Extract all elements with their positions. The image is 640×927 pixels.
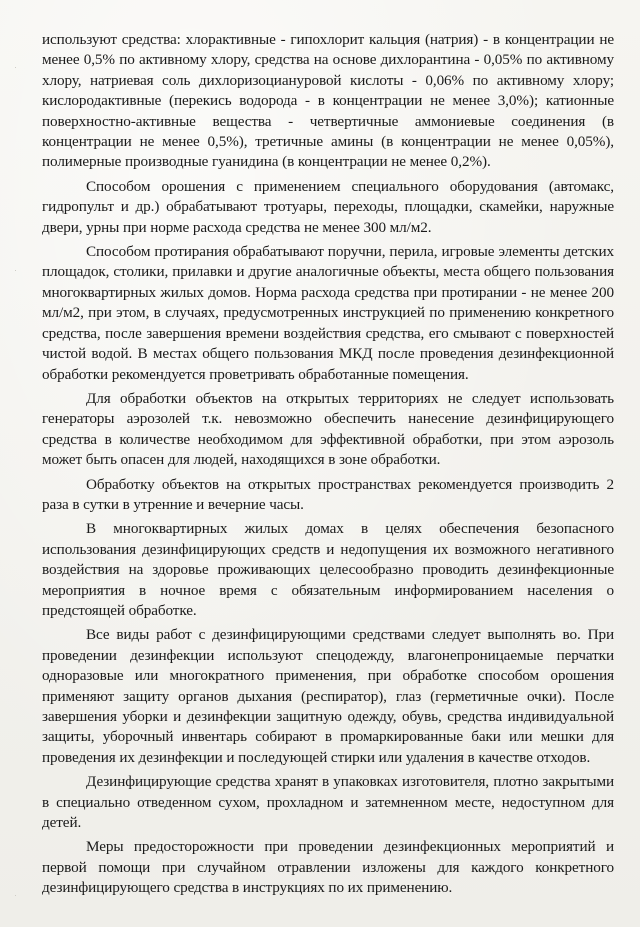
- margin-mark: ·: [14, 62, 17, 72]
- paragraph-spraying: Способом орошения с применением специального оборудования (автомакс, гидропульт и др.) обрабатывают тротуары, переходы, площадки, скамейки, наружные двери, урны при норме расхода средства не менее 300 мл/м2.: [42, 177, 614, 236]
- margin-mark: ·: [14, 265, 17, 275]
- paragraph-aerosol: Для обработки объектов на открытых территориях не следует использовать генераторы аэрозолей т.к. невозможно обеспечить нанесение дезинфицирующего средства в количестве необходимом для эффективной обработки, при этом аэрозоль может быть опасен для людей, находящихся в зоне обработки.: [42, 389, 614, 469]
- document-body: [42, 30, 614, 899]
- paragraph-precautions: Меры предосторожности при проведении дезинфекционных мероприятий и первой помощи при случайном отравлении изложены для каждого конкретного дезинфицирующего средства в инструкциях по их применению.: [42, 838, 614, 897]
- margin-mark: ·: [14, 890, 17, 900]
- paragraph-wiping: Способом протирания обрабатывают поручни, перила, игровые элементы детских площадок, столики, прилавки и другие аналогичные объекты, места общего пользования многоквартирных жилых домов. Норма расхода средства при протирании - не менее 200 мл/м2, при этом, в случаях, предусмотренных инструкцией по применению конкретного средства, после завершения времени воздействия средства, его смывают с поверхностей чистой водой. В местах общего пользования МКД после проведения дезинфекционной обработки рекомендуется проветривать обработанные помещения.: [42, 243, 614, 383]
- paragraph-protective-equipment: Все виды работ с дезинфицирующими средствами следует выполнять во. При проведении дезинфекции используют спецодежду, влагонепроницаемые перчатки одноразовые или многократного применения, при обработке способом орошения применяют защиту органов дыхания (респиратор), глаз (герметичные очки). После завершения уборки и дезинфекции защитную одежду, обувь, средства индивидуальной защиты, уборочный инвентарь собирают в промаркированные баки или мешки для проведения их дезинфекции и последующей стирки или удаления в качестве отходов.: [42, 626, 614, 766]
- paragraph-apartment-buildings: В многоквартирных жилых домах в целях обеспечения безопасного использования дезинфицирующих средств и недопущения их возможного негативного воздействия на здоровье проживающих целесообразно проводить дезинфекционные мероприятия в ночное время с обязательным информированием населения о предстоящей обработке.: [42, 520, 614, 619]
- paragraph-disinfectants: используют средства: хлорактивные - гипохлорит кальция (натрия) - в концентрации не менее 0,5% по активному хлору, средства на основе дихлорантина - 0,05% по активному хлору, натриевая соль дихлоризоциануровой кислоты - 0,06% по активному хлору; кислородактивные (перекись водорода - в концентрации не менее 3,0%); катионные поверхностно-активные вещества - четвертичные аммониевые соединения (в концентрации не менее 0,5%), третичные амины (в концентрации не менее 0,05%), полимерные производные гуанидина (в концентрации не менее 0,2%).: [42, 31, 614, 171]
- paragraph-storage: Дезинфицирующие средства хранят в упаковках изготовителя, плотно закрытыми в специально отведенном сухом, прохладном и затемненном месте, недоступном для детей.: [42, 773, 614, 832]
- paragraph-frequency: Обработку объектов на открытых пространствах рекомендуется производить 2 раза в сутки в утренние и вечерние часы.: [42, 475, 614, 513]
